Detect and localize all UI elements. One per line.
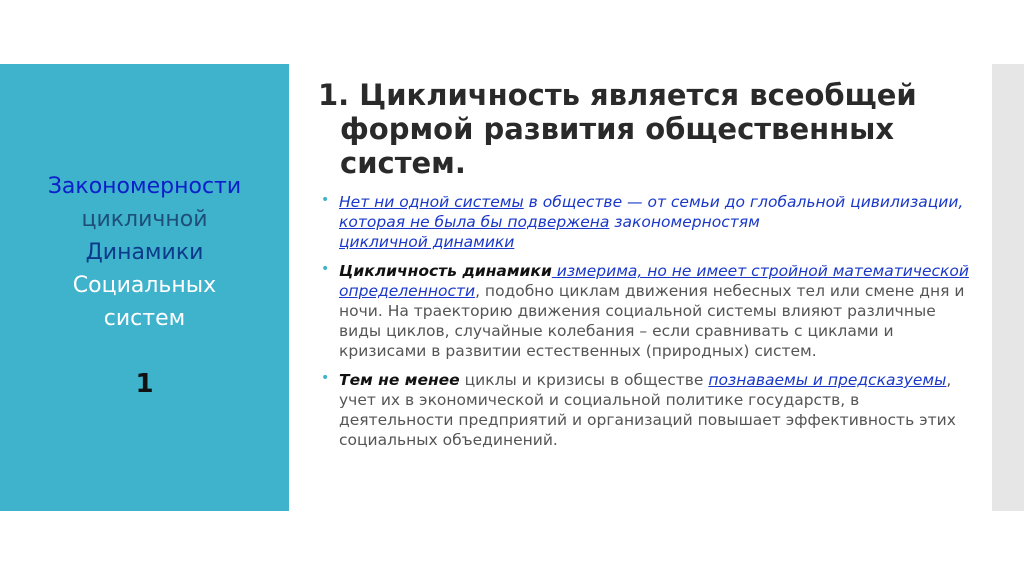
italic-text: закономерностям — [609, 213, 760, 231]
bullet-icon: • — [321, 261, 330, 277]
link-text[interactable]: познаваемы и предсказуемы — [708, 371, 947, 389]
link-text[interactable]: которая не была бы подвержена — [339, 213, 610, 231]
bullet-item — [318, 192, 978, 252]
bullet-icon: • — [321, 370, 330, 386]
bullet-icon: • — [321, 192, 330, 208]
link-text[interactable]: Нет ни одной системы — [339, 193, 524, 211]
link-text[interactable]: цикличной динамики — [339, 233, 515, 251]
side-title-line-2: цикличной — [81, 207, 208, 232]
side-title-line-3: Динамики — [85, 240, 204, 265]
bold-term: Цикличность динамики — [339, 262, 552, 280]
bullet-item — [318, 370, 978, 450]
bullet-list — [318, 192, 978, 450]
main-content — [318, 78, 978, 459]
body-text: , подобно циклам движения небесных тел или смене дня и ночи. На траекторию движения социальной системы влияют различные виды циклов, случайные колебания – если сравнивать с циклами и кризисами в развитии естественных (природных) систем. — [339, 282, 965, 360]
side-title — [0, 170, 289, 335]
body-text: , учет их в экономической и социальной политике государств, в деятельности предприятий и организаций повышает эффективность этих социальных объединений. — [339, 371, 956, 449]
side-title-line-4: Социальных — [72, 273, 217, 298]
side-panel — [0, 64, 289, 511]
scrollbar[interactable] — [992, 64, 1024, 511]
bullet-item — [318, 261, 978, 361]
side-title-line-5: систем — [103, 306, 186, 331]
body-text: циклы и кризисы в обществе — [459, 371, 709, 389]
bold-term: Тем не менее — [339, 371, 460, 389]
side-title-line-1: Закономерности — [47, 174, 242, 199]
link-text[interactable]: измерима, но не имеет стройной математической определенности — [339, 262, 969, 300]
slide-heading: 1. Цикличность является всеобщей формой развития общественных систем. — [318, 78, 917, 180]
italic-text: в обществе — от семьи до глобальной цивилизации, — [523, 193, 964, 211]
slide-number: 1 — [135, 369, 154, 399]
